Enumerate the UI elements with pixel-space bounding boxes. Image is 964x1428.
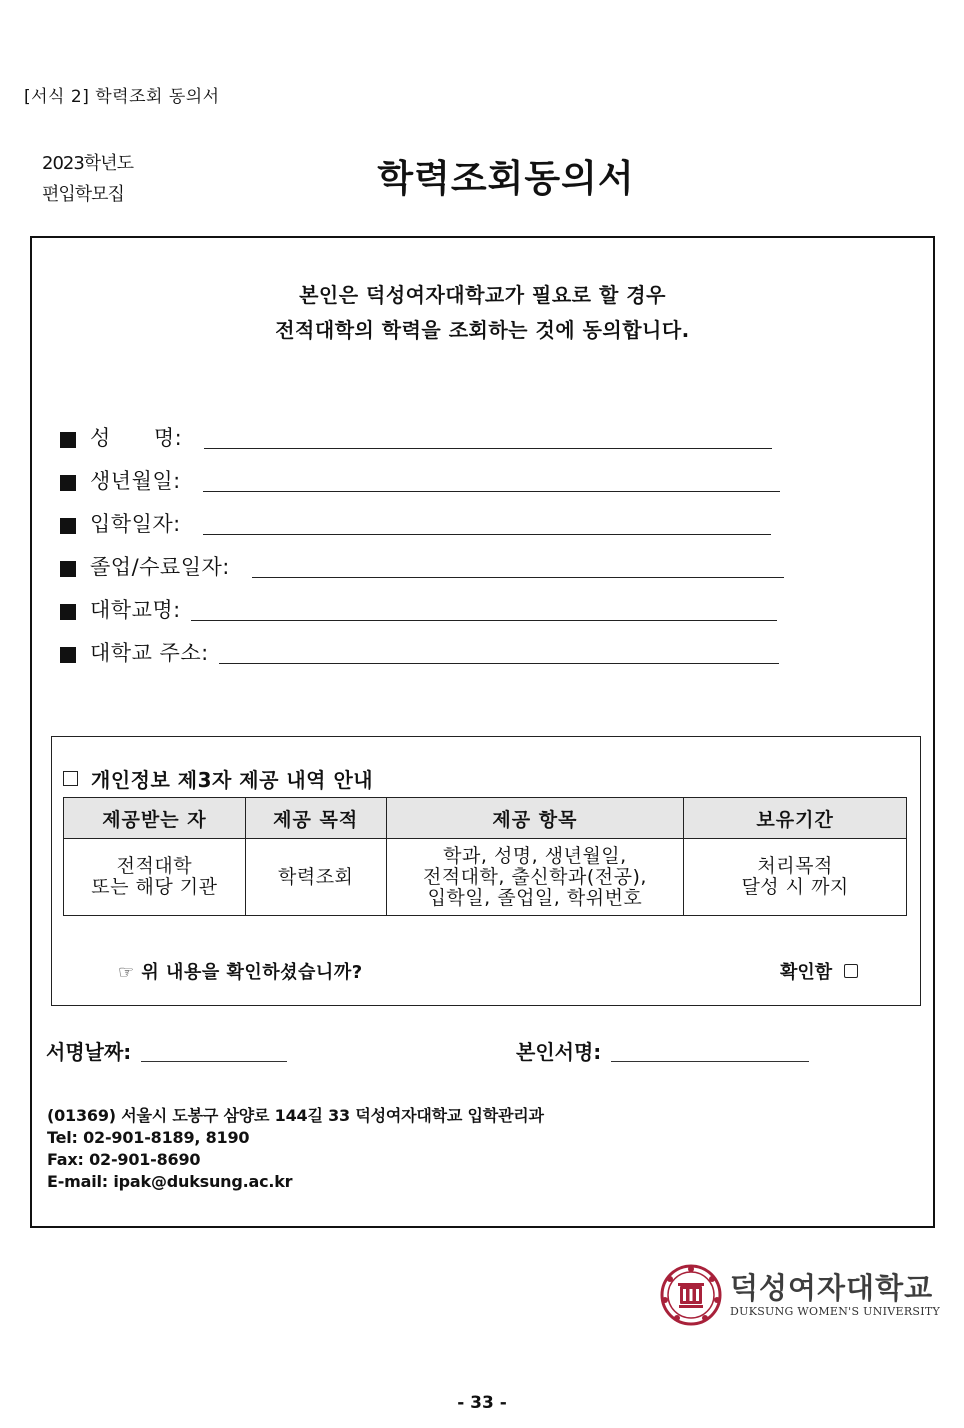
- cell-recipient-line: 전적대학: [116, 855, 193, 877]
- privacy-table: [63, 797, 907, 916]
- confirm-label: 확인함: [780, 962, 833, 983]
- header-items: 제공 항목: [386, 798, 684, 839]
- cell-recipient: [64, 839, 246, 916]
- contact-tel: Tel: 02-901-8189, 8190: [47, 1128, 250, 1147]
- signature-name-input-line[interactable]: [611, 1061, 809, 1062]
- confirm-checkbox-group[interactable]: [780, 958, 858, 984]
- table-row: [64, 839, 907, 916]
- field-name: [60, 422, 772, 452]
- field-admission-date: [60, 508, 771, 538]
- privacy-title: [63, 764, 373, 793]
- signature-date: [46, 1036, 287, 1065]
- contact-address: (01369) 서울시 도봉구 삼양로 144길 33 덕성여자대학교 입학관리과: [47, 1106, 544, 1125]
- university-emblem-icon: [660, 1264, 722, 1326]
- signature-name: [516, 1036, 809, 1065]
- signature-date-label: 서명날짜:: [46, 1040, 132, 1064]
- university-logo: [660, 1264, 940, 1326]
- confirm-question: ☞ 위 내용을 확인하셨습니까?: [118, 962, 363, 983]
- academic-year: 2023학년도: [42, 153, 133, 174]
- admission-type: 편입학모집: [42, 184, 124, 205]
- header-recipient: 제공받는 자: [64, 798, 246, 839]
- field-name-input-line[interactable]: [204, 448, 772, 449]
- logo-wordmark: [730, 1270, 941, 1318]
- cell-items-line: 전적대학, 출신학과(전공),: [422, 865, 647, 888]
- field-university-name-label: 대학교명:: [90, 598, 181, 622]
- field-admission-date-label: 입학일자:: [90, 512, 181, 536]
- checkbox-icon: [63, 771, 78, 786]
- field-admission-date-input-line[interactable]: [203, 534, 771, 535]
- cell-retention-line: 달성 시 까지: [741, 876, 849, 898]
- cell-retention: [684, 839, 907, 916]
- bullet-square-icon: [60, 432, 76, 448]
- header-purpose: 제공 목적: [245, 798, 386, 839]
- field-university-address-input-line[interactable]: [219, 663, 779, 664]
- bullet-square-icon: [60, 475, 76, 491]
- cell-items: [386, 839, 684, 916]
- field-graduation-date: [60, 551, 784, 581]
- contact-info: [47, 1105, 544, 1193]
- table-header-row: [64, 798, 907, 839]
- bullet-square-icon: [60, 518, 76, 534]
- field-university-name-input-line[interactable]: [191, 620, 777, 621]
- page-title: 학력조회동의서: [377, 157, 635, 200]
- form-frame: [30, 236, 935, 1228]
- field-birth: [60, 465, 780, 495]
- field-graduation-date-label: 졸업/수료일자:: [90, 555, 230, 579]
- field-birth-label: 생년월일:: [90, 469, 181, 493]
- field-name-label: 성 명:: [90, 426, 183, 450]
- cell-retention-line: 처리목적: [757, 855, 833, 877]
- cell-purpose: 학력조회: [245, 839, 386, 916]
- signature-date-input-line[interactable]: [141, 1061, 287, 1062]
- signature-name-label: 본인서명:: [516, 1040, 602, 1064]
- bullet-square-icon: [60, 604, 76, 620]
- privacy-title-text: 개인정보 제3자 제공 내역 안내: [91, 768, 374, 792]
- page-number: - 33 -: [457, 1393, 507, 1413]
- consent-line-2: 전적대학의 학력을 조회하는 것에 동의합니다.: [275, 318, 690, 342]
- confirm-checkbox[interactable]: [844, 964, 858, 978]
- cell-items-line: 학과, 성명, 생년월일,: [443, 844, 627, 867]
- bullet-square-icon: [60, 647, 76, 663]
- field-birth-input-line[interactable]: [203, 491, 780, 492]
- header-retention: 보유기간: [684, 798, 907, 839]
- consent-line-1: 본인은 덕성여자대학교가 필요로 할 경우: [299, 283, 666, 307]
- consent-statement: [30, 278, 935, 348]
- field-university-address: [60, 637, 779, 667]
- cell-recipient-line: 또는 해당 기관: [91, 876, 218, 898]
- contact-fax: Fax: 02-901-8690: [47, 1150, 201, 1169]
- field-university-address-label: 대학교 주소:: [90, 641, 209, 665]
- form-code: [서식 2] 학력조회 동의서: [24, 87, 220, 107]
- cell-items-line: 입학일, 졸업일, 학위번호: [427, 886, 643, 909]
- field-university-name: [60, 594, 777, 624]
- logo-name-en: DUKSUNG WOMEN'S UNIVERSITY: [730, 1304, 941, 1318]
- field-graduation-date-input-line[interactable]: [252, 577, 784, 578]
- bullet-square-icon: [60, 561, 76, 577]
- contact-email: E-mail: ipak@duksung.ac.kr: [47, 1172, 293, 1191]
- logo-name-ko: 덕성여자대학교: [730, 1270, 934, 1305]
